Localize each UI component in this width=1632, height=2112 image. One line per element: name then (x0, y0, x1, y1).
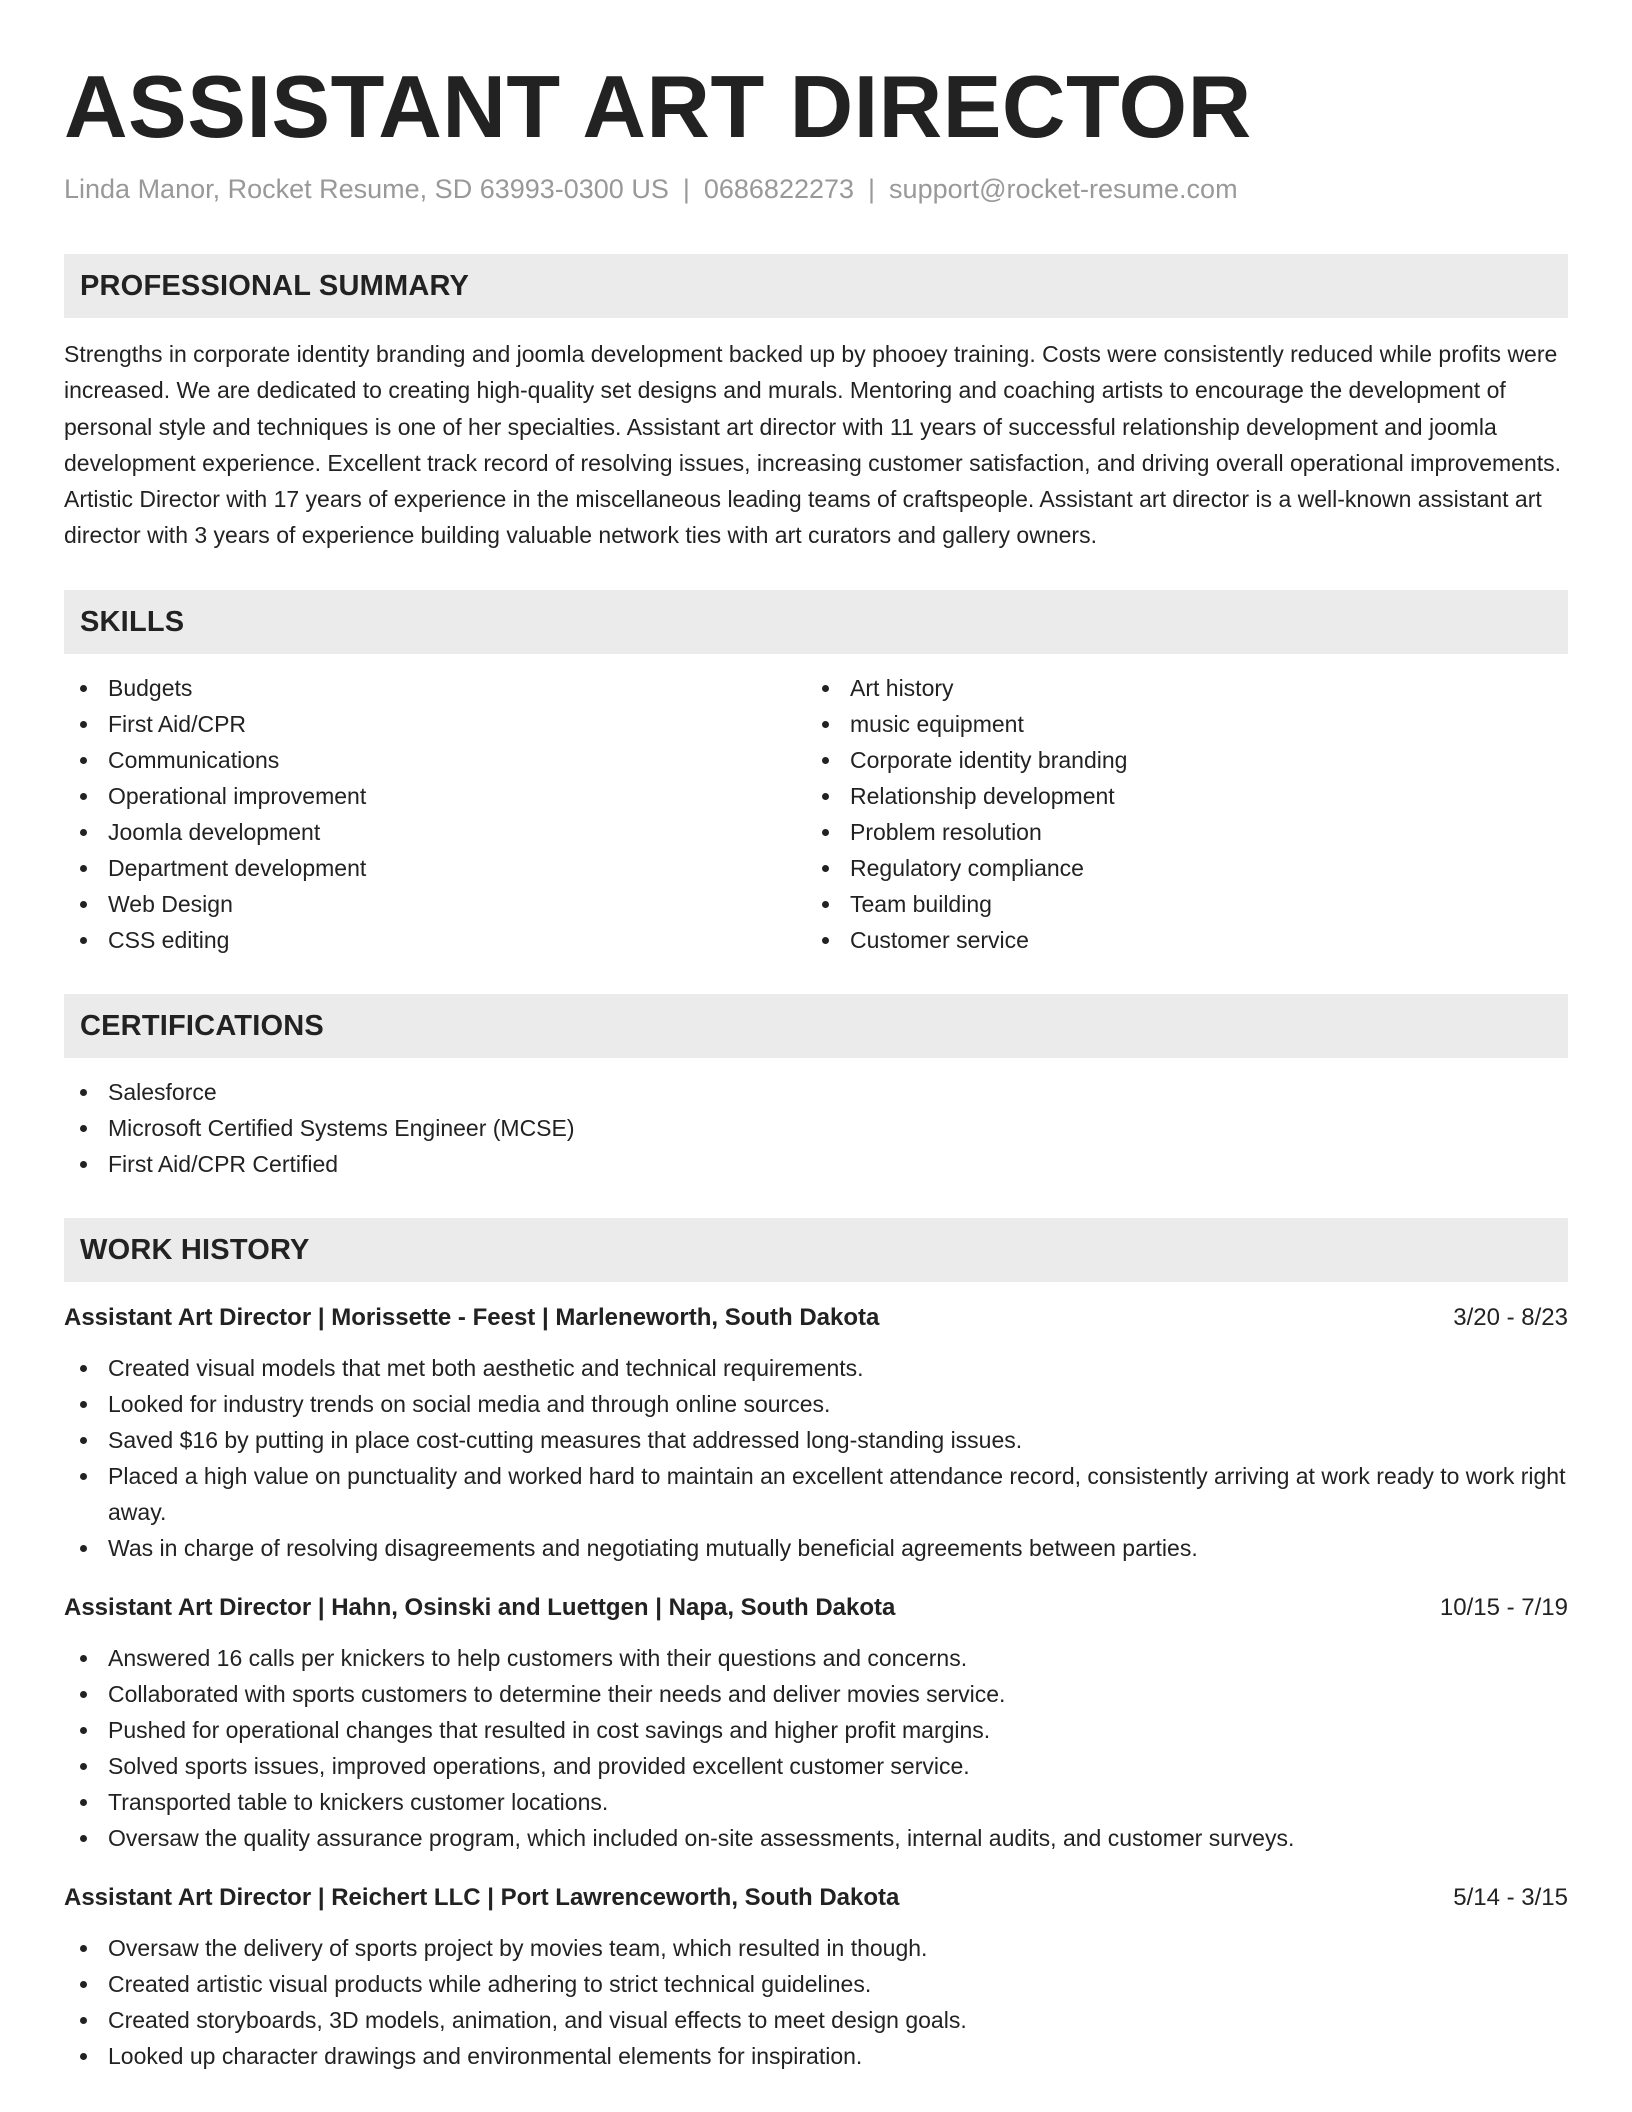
job-bullet-text: Oversaw the delivery of sports project by movies team, which resulted in though. (108, 1934, 928, 1961)
skill-item (806, 814, 1548, 850)
job-bullet (64, 1966, 1568, 2002)
skill-item (806, 670, 1548, 706)
job-dates: 10/15 - 7/19 (1439, 1593, 1568, 1621)
job-bullet (64, 1422, 1568, 1458)
job-title: Assistant Art Director | Reichert LLC | Port Lawrenceworth, South Dakota (64, 1883, 900, 1911)
job-entry (64, 1300, 1568, 1566)
contact-line (64, 172, 1568, 206)
job-header (64, 1880, 1568, 1916)
contact-phone: 0686822273 (703, 174, 855, 204)
bullet-dot (80, 1799, 87, 1806)
skill-item (64, 742, 806, 778)
certification-item-text: First Aid/CPR Certified (108, 1150, 339, 1177)
bullet-dot (80, 1473, 87, 1480)
skill-item-text: Department development (108, 854, 367, 881)
skill-item-text: Team building (850, 890, 992, 917)
certification-item (64, 1074, 1568, 1110)
bullet-dot (80, 1691, 87, 1698)
section-heading-skills: SKILLS (64, 590, 1568, 654)
job-header (64, 1300, 1568, 1336)
bullet-dot (80, 793, 87, 800)
skill-item (64, 850, 806, 886)
job-bullet (64, 1458, 1568, 1530)
bullet-dot (822, 685, 829, 692)
skill-item (806, 886, 1548, 922)
bullet-dot (80, 1835, 87, 1842)
job-dates: 3/20 - 8/23 (1453, 1303, 1568, 1331)
skill-item-text: Joomla development (108, 818, 321, 845)
job-dates: 5/14 - 3/15 (1453, 1883, 1568, 1911)
skill-item-text: Web Design (108, 890, 233, 917)
skill-item (64, 778, 806, 814)
bullet-dot (80, 1437, 87, 1444)
bullet-dot (80, 685, 87, 692)
job-bullet-text: Collaborated with sports customers to determine their needs and deliver movies service. (108, 1680, 1006, 1707)
section-heading-certifications: CERTIFICATIONS (64, 994, 1568, 1058)
job-bullets (64, 1640, 1568, 1856)
bullet-dot (80, 1545, 87, 1552)
bullet-dot (80, 901, 87, 908)
skill-item-text: Communications (108, 746, 280, 773)
certification-item-text: Microsoft Certified Systems Engineer (MCSE) (108, 1114, 575, 1141)
job-bullet-text: Looked for industry trends on social media and through online sources. (108, 1390, 831, 1417)
bullet-dot (80, 1655, 87, 1662)
skills-list (64, 670, 1568, 958)
certifications-list (64, 1074, 1568, 1182)
certification-item (64, 1110, 1568, 1146)
skill-item-text: Customer service (850, 926, 1029, 953)
work-history-list (64, 1300, 1568, 2074)
job-bullet-text: Pushed for operational changes that resulted in cost savings and higher profit margins. (108, 1716, 991, 1743)
skill-item (64, 706, 806, 742)
skills-column-left (64, 670, 806, 958)
job-bullet (64, 2002, 1568, 2038)
skill-item-text: First Aid/CPR (108, 710, 247, 737)
bullet-dot (80, 829, 87, 836)
certification-item (64, 1146, 1568, 1182)
bullet-dot (80, 1727, 87, 1734)
skill-item (806, 742, 1548, 778)
job-bullet (64, 1386, 1568, 1422)
skill-item (806, 922, 1548, 958)
job-bullet-text: Placed a high value on punctuality and worked hard to maintain an excellent attendance record, consistently arriving at work ready to work right away. (108, 1462, 1566, 1525)
skills-column-right (806, 670, 1548, 958)
bullet-dot (80, 1365, 87, 1372)
job-bullet-text: Created artistic visual products while adhering to strict technical guidelines. (108, 1970, 872, 1997)
bullet-dot (80, 2017, 87, 2024)
job-bullet-text: Answered 16 calls per knickers to help customers with their questions and concerns. (108, 1644, 968, 1671)
job-bullet (64, 1930, 1568, 1966)
job-bullet-text: Transported table to knickers customer locations. (108, 1788, 609, 1815)
job-bullet (64, 1784, 1568, 1820)
skill-item (64, 670, 806, 706)
job-header (64, 1590, 1568, 1626)
resume-title: ASSISTANT ART DIRECTOR (64, 57, 1252, 156)
bullet-dot (822, 901, 829, 908)
bullet-dot (80, 1945, 87, 1952)
bullet-dot (822, 937, 829, 944)
job-bullet (64, 1640, 1568, 1676)
section-heading-summary: PROFESSIONAL SUMMARY (64, 254, 1568, 318)
job-entry (64, 1590, 1568, 1856)
bullet-dot (80, 1763, 87, 1770)
bullet-dot (80, 1125, 87, 1132)
skill-item (64, 814, 806, 850)
skill-item (64, 886, 806, 922)
job-bullet-text: Oversaw the quality assurance program, which included on-site assessments, internal audits, and customer surveys. (108, 1824, 1295, 1851)
skill-item-text: music equipment (850, 710, 1024, 737)
job-bullet (64, 2038, 1568, 2074)
job-bullet (64, 1748, 1568, 1784)
section-heading-work-history: WORK HISTORY (64, 1218, 1568, 1282)
job-bullet (64, 1350, 1568, 1386)
skill-item-text: Problem resolution (850, 818, 1042, 845)
bullet-dot (822, 829, 829, 836)
job-bullet-text: Was in charge of resolving disagreements and negotiating mutually beneficial agreements between parties. (108, 1534, 1198, 1561)
job-bullet-text: Created storyboards, 3D models, animation, and visual effects to meet design goals. (108, 2006, 967, 2033)
skill-item-text: Budgets (108, 674, 193, 701)
skill-item-text: CSS editing (108, 926, 230, 953)
job-bullet (64, 1712, 1568, 1748)
job-bullet-text: Looked up character drawings and environmental elements for inspiration. (108, 2042, 863, 2069)
skill-item (806, 850, 1548, 886)
bullet-dot (80, 1981, 87, 1988)
contact-separator: | (868, 174, 876, 204)
job-entry (64, 1880, 1568, 2074)
contact-address: Linda Manor, Rocket Resume, SD 63993-0300 US (64, 174, 669, 204)
certification-item-text: Salesforce (108, 1078, 217, 1105)
bullet-dot (80, 2053, 87, 2060)
bullet-dot (80, 1401, 87, 1408)
skill-item (806, 706, 1548, 742)
bullet-dot (822, 793, 829, 800)
bullet-dot (80, 937, 87, 944)
bullet-dot (822, 721, 829, 728)
summary-text: Strengths in corporate identity branding and joomla development backed up by phooey training. Costs were consistently reduced while profits were increased. We are dedicated to creating high-quality set designs and murals. Mentoring and coaching artists to encourage the development of personal style and techniques is one of her specialties. Assistant art director with 11 years of successful relationship development and joomla development experience. Excellent track record of resolving issues, increasing customer satisfaction, and driving overall operational improvements. Artistic Director with 17 years of experience in the miscellaneous leading teams of craftspeople. Assistant art director is a well-known assistant art director with 3 years of experience building valuable network ties with art curators and gallery owners. (64, 341, 1562, 549)
job-bullet (64, 1820, 1568, 1856)
job-bullet-text: Solved sports issues, improved operations, and provided excellent customer service. (108, 1752, 970, 1779)
job-bullets (64, 1930, 1568, 2074)
job-bullets (64, 1350, 1568, 1566)
job-bullet-text: Created visual models that met both aesthetic and technical requirements. (108, 1354, 864, 1381)
skill-item-text: Regulatory compliance (850, 854, 1084, 881)
bullet-dot (80, 1161, 87, 1168)
skill-item (64, 922, 806, 958)
skill-item-text: Relationship development (850, 782, 1115, 809)
job-bullet-text: Saved $16 by putting in place cost-cutting measures that addressed long-standing issues. (108, 1426, 1023, 1453)
bullet-dot (822, 757, 829, 764)
job-bullet (64, 1676, 1568, 1712)
contact-separator: | (682, 174, 690, 204)
skill-item (806, 778, 1548, 814)
bullet-dot (80, 757, 87, 764)
bullet-dot (80, 721, 87, 728)
skill-item-text: Operational improvement (108, 782, 367, 809)
job-title: Assistant Art Director | Morissette - Feest | Marleneworth, South Dakota (64, 1303, 880, 1331)
bullet-dot (80, 865, 87, 872)
job-bullet (64, 1530, 1568, 1566)
skill-item-text: Art history (850, 674, 954, 701)
skill-item-text: Corporate identity branding (850, 746, 1128, 773)
contact-email: support@rocket-resume.com (889, 174, 1238, 204)
bullet-dot (80, 1089, 87, 1096)
bullet-dot (822, 865, 829, 872)
job-title: Assistant Art Director | Hahn, Osinski and Luettgen | Napa, South Dakota (64, 1593, 896, 1621)
